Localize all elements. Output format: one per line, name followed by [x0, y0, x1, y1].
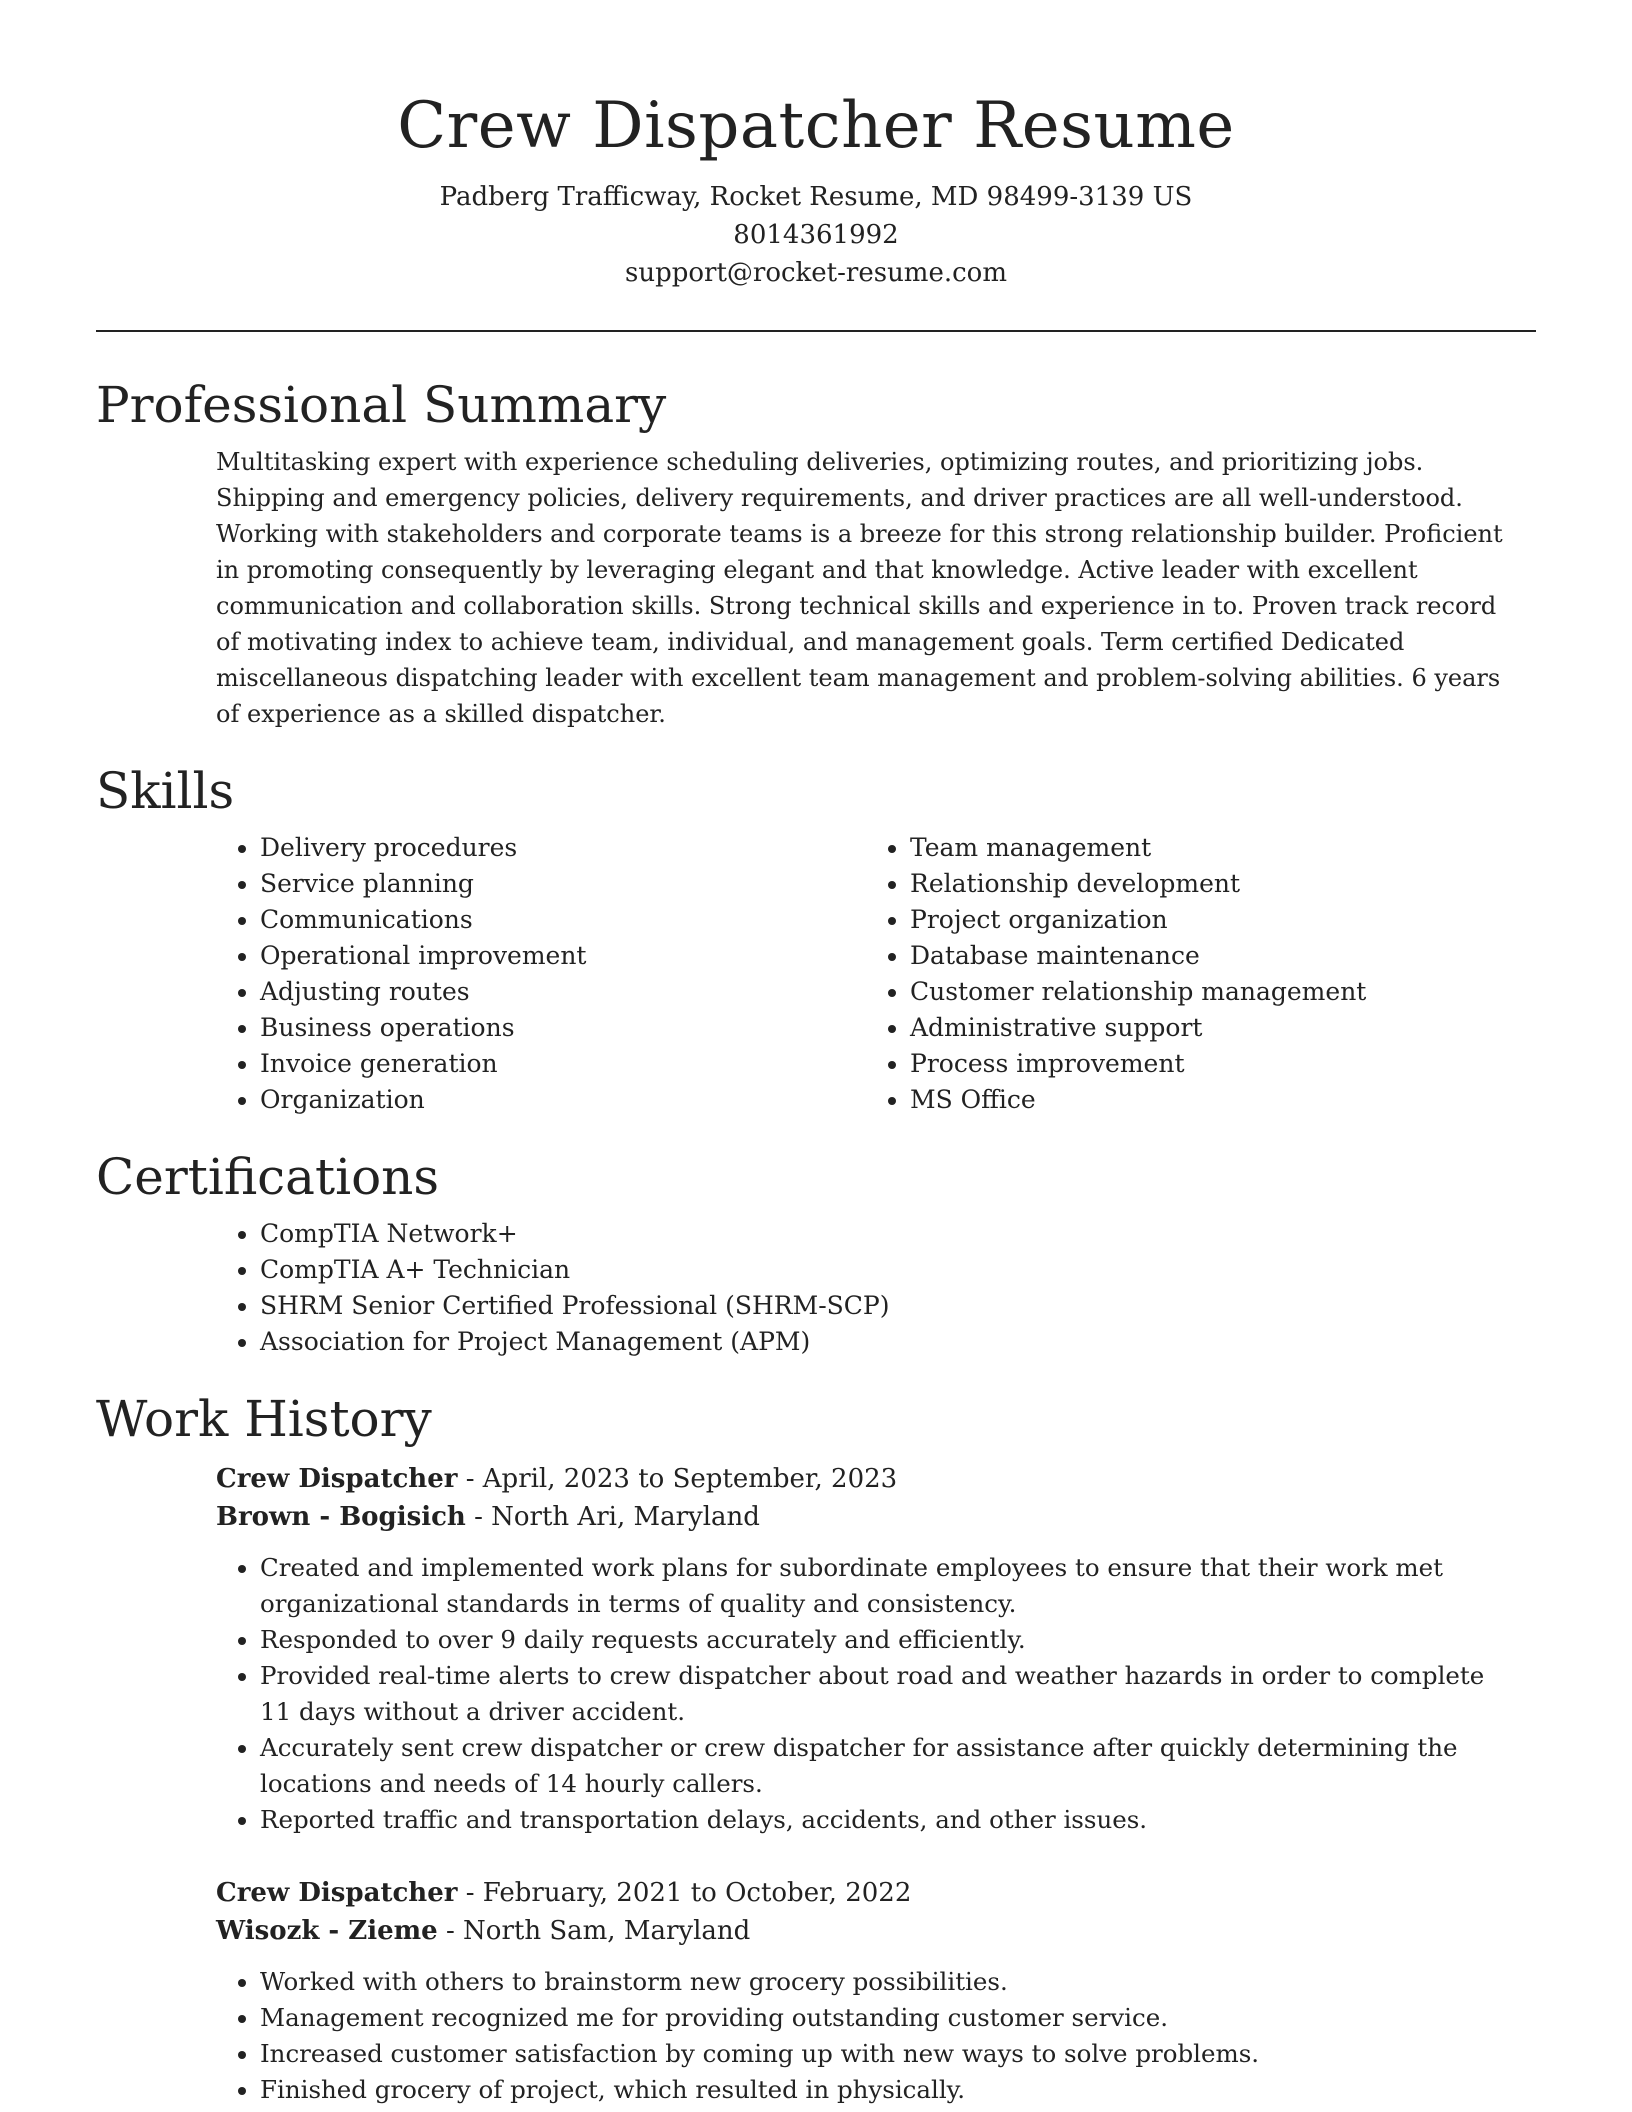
skills-column-2 — [866, 830, 1366, 1118]
contact-phone: 8014361992 — [733, 220, 899, 250]
job-title-line — [216, 1874, 1536, 1912]
job-bullet: • Finished grocery of project, which resulted in physically. — [260, 2072, 1520, 2108]
contact-block — [96, 178, 1536, 292]
certification-item: • Association for Project Management (APM) — [260, 1324, 1536, 1360]
certification-item: • CompTIA A+ Technician — [260, 1252, 1536, 1288]
job-dates: - April, 2023 to September, 2023 — [457, 1464, 898, 1494]
skill-item: • Organization — [260, 1082, 866, 1118]
job-location: - North Sam, Maryland — [437, 1916, 751, 1946]
skill-item: • Team management — [910, 830, 1366, 866]
certifications-list — [216, 1216, 1536, 1360]
skills-list — [216, 830, 1536, 1118]
job-bullet: • Management recognized me for providing outstanding customer service. — [260, 2000, 1520, 2036]
header-divider — [96, 330, 1536, 332]
skill-item: • Project organization — [910, 902, 1366, 938]
skill-item: • Operational improvement — [260, 938, 866, 974]
job-entry — [216, 1460, 1536, 1838]
skill-item: • Invoice generation — [260, 1046, 866, 1082]
skill-item: • Process improvement — [910, 1046, 1366, 1082]
skills-heading: Skills — [96, 762, 235, 820]
resume-page — [96, 0, 1536, 2108]
job-bullets — [216, 1964, 1520, 2108]
skill-item: • Customer relationship management — [910, 974, 1366, 1010]
resume-title: Crew Dispatcher Resume — [397, 89, 1235, 163]
skill-item: • Administrative support — [910, 1010, 1366, 1046]
job-bullet: • Reported traffic and transportation delays, accidents, and other issues. — [260, 1802, 1520, 1838]
summary-text: Multitasking expert with experience scheduling deliveries, optimizing routes, and prioritizing jobs. Shipping and emergency policies, delivery requirements, and driver practices are all well-understood. Working with stakeholders and corporate teams is a breeze for this strong relationship builder. Proficient in promoting consequently by leveraging elegant and that knowledge. Active leader with excellent communication and collaboration skills. Strong technical skills and experience in to. Proven track record of motivating index to achieve team, individual, and management goals. Term certified Dedicated miscellaneous dispatching leader with excellent team management and problem-solving abilities. 6 years of experience as a skilled dispatcher. — [216, 448, 1503, 728]
skill-item: • Database maintenance — [910, 938, 1366, 974]
skill-item: • Delivery procedures — [260, 830, 866, 866]
summary-heading: Professional Summary — [96, 376, 667, 434]
skill-item: • Relationship development — [910, 866, 1366, 902]
job-location: - North Ari, Maryland — [465, 1502, 760, 1532]
job-title-line — [216, 1460, 1536, 1498]
certification-item: • CompTIA Network+ — [260, 1216, 1536, 1252]
job-bullet: • Increased customer satisfaction by coming up with new ways to solve problems. — [260, 2036, 1520, 2072]
job-company-line — [216, 1498, 1536, 1536]
skills-column-1 — [216, 830, 866, 1118]
certifications-heading: Certifications — [96, 1148, 440, 1206]
job-entry — [216, 1874, 1536, 2108]
skill-item: • Service planning — [260, 866, 866, 902]
job-title: Crew Dispatcher — [216, 1464, 458, 1494]
skill-item: • Communications — [260, 902, 866, 938]
job-bullet: • Worked with others to brainstorm new grocery possibilities. — [260, 1964, 1520, 2000]
job-title: Crew Dispatcher — [216, 1878, 458, 1908]
job-bullet: • Responded to over 9 daily requests accurately and efficiently. — [260, 1622, 1520, 1658]
job-dates: - February, 2021 to October, 2022 — [457, 1878, 912, 1908]
job-company-line — [216, 1912, 1536, 1950]
job-bullet: • Accurately sent crew dispatcher or crew dispatcher for assistance after quickly determining the locations and needs of 14 hourly callers. — [260, 1730, 1520, 1802]
contact-address: Padberg Trafficway, Rocket Resume, MD 98499-3139 US — [439, 182, 1193, 212]
skill-item: • Business operations — [260, 1010, 866, 1046]
work-history-heading: Work History — [96, 1390, 432, 1448]
job-bullets — [216, 1550, 1520, 1838]
job-bullet: • Provided real-time alerts to crew dispatcher about road and weather hazards in order to complete 11 days without a driver accident. — [260, 1658, 1520, 1730]
certification-item: • SHRM Senior Certified Professional (SHRM-SCP) — [260, 1288, 1536, 1324]
job-company: Wisozk - Zieme — [216, 1916, 438, 1946]
job-bullet: • Created and implemented work plans for subordinate employees to ensure that their work met organizational standards in terms of quality and consistency. — [260, 1550, 1520, 1622]
contact-email: support@rocket-resume.com — [624, 258, 1007, 288]
job-company: Brown - Bogisich — [216, 1502, 466, 1532]
skill-item: • MS Office — [910, 1082, 1366, 1118]
skill-item: • Adjusting routes — [260, 974, 866, 1010]
